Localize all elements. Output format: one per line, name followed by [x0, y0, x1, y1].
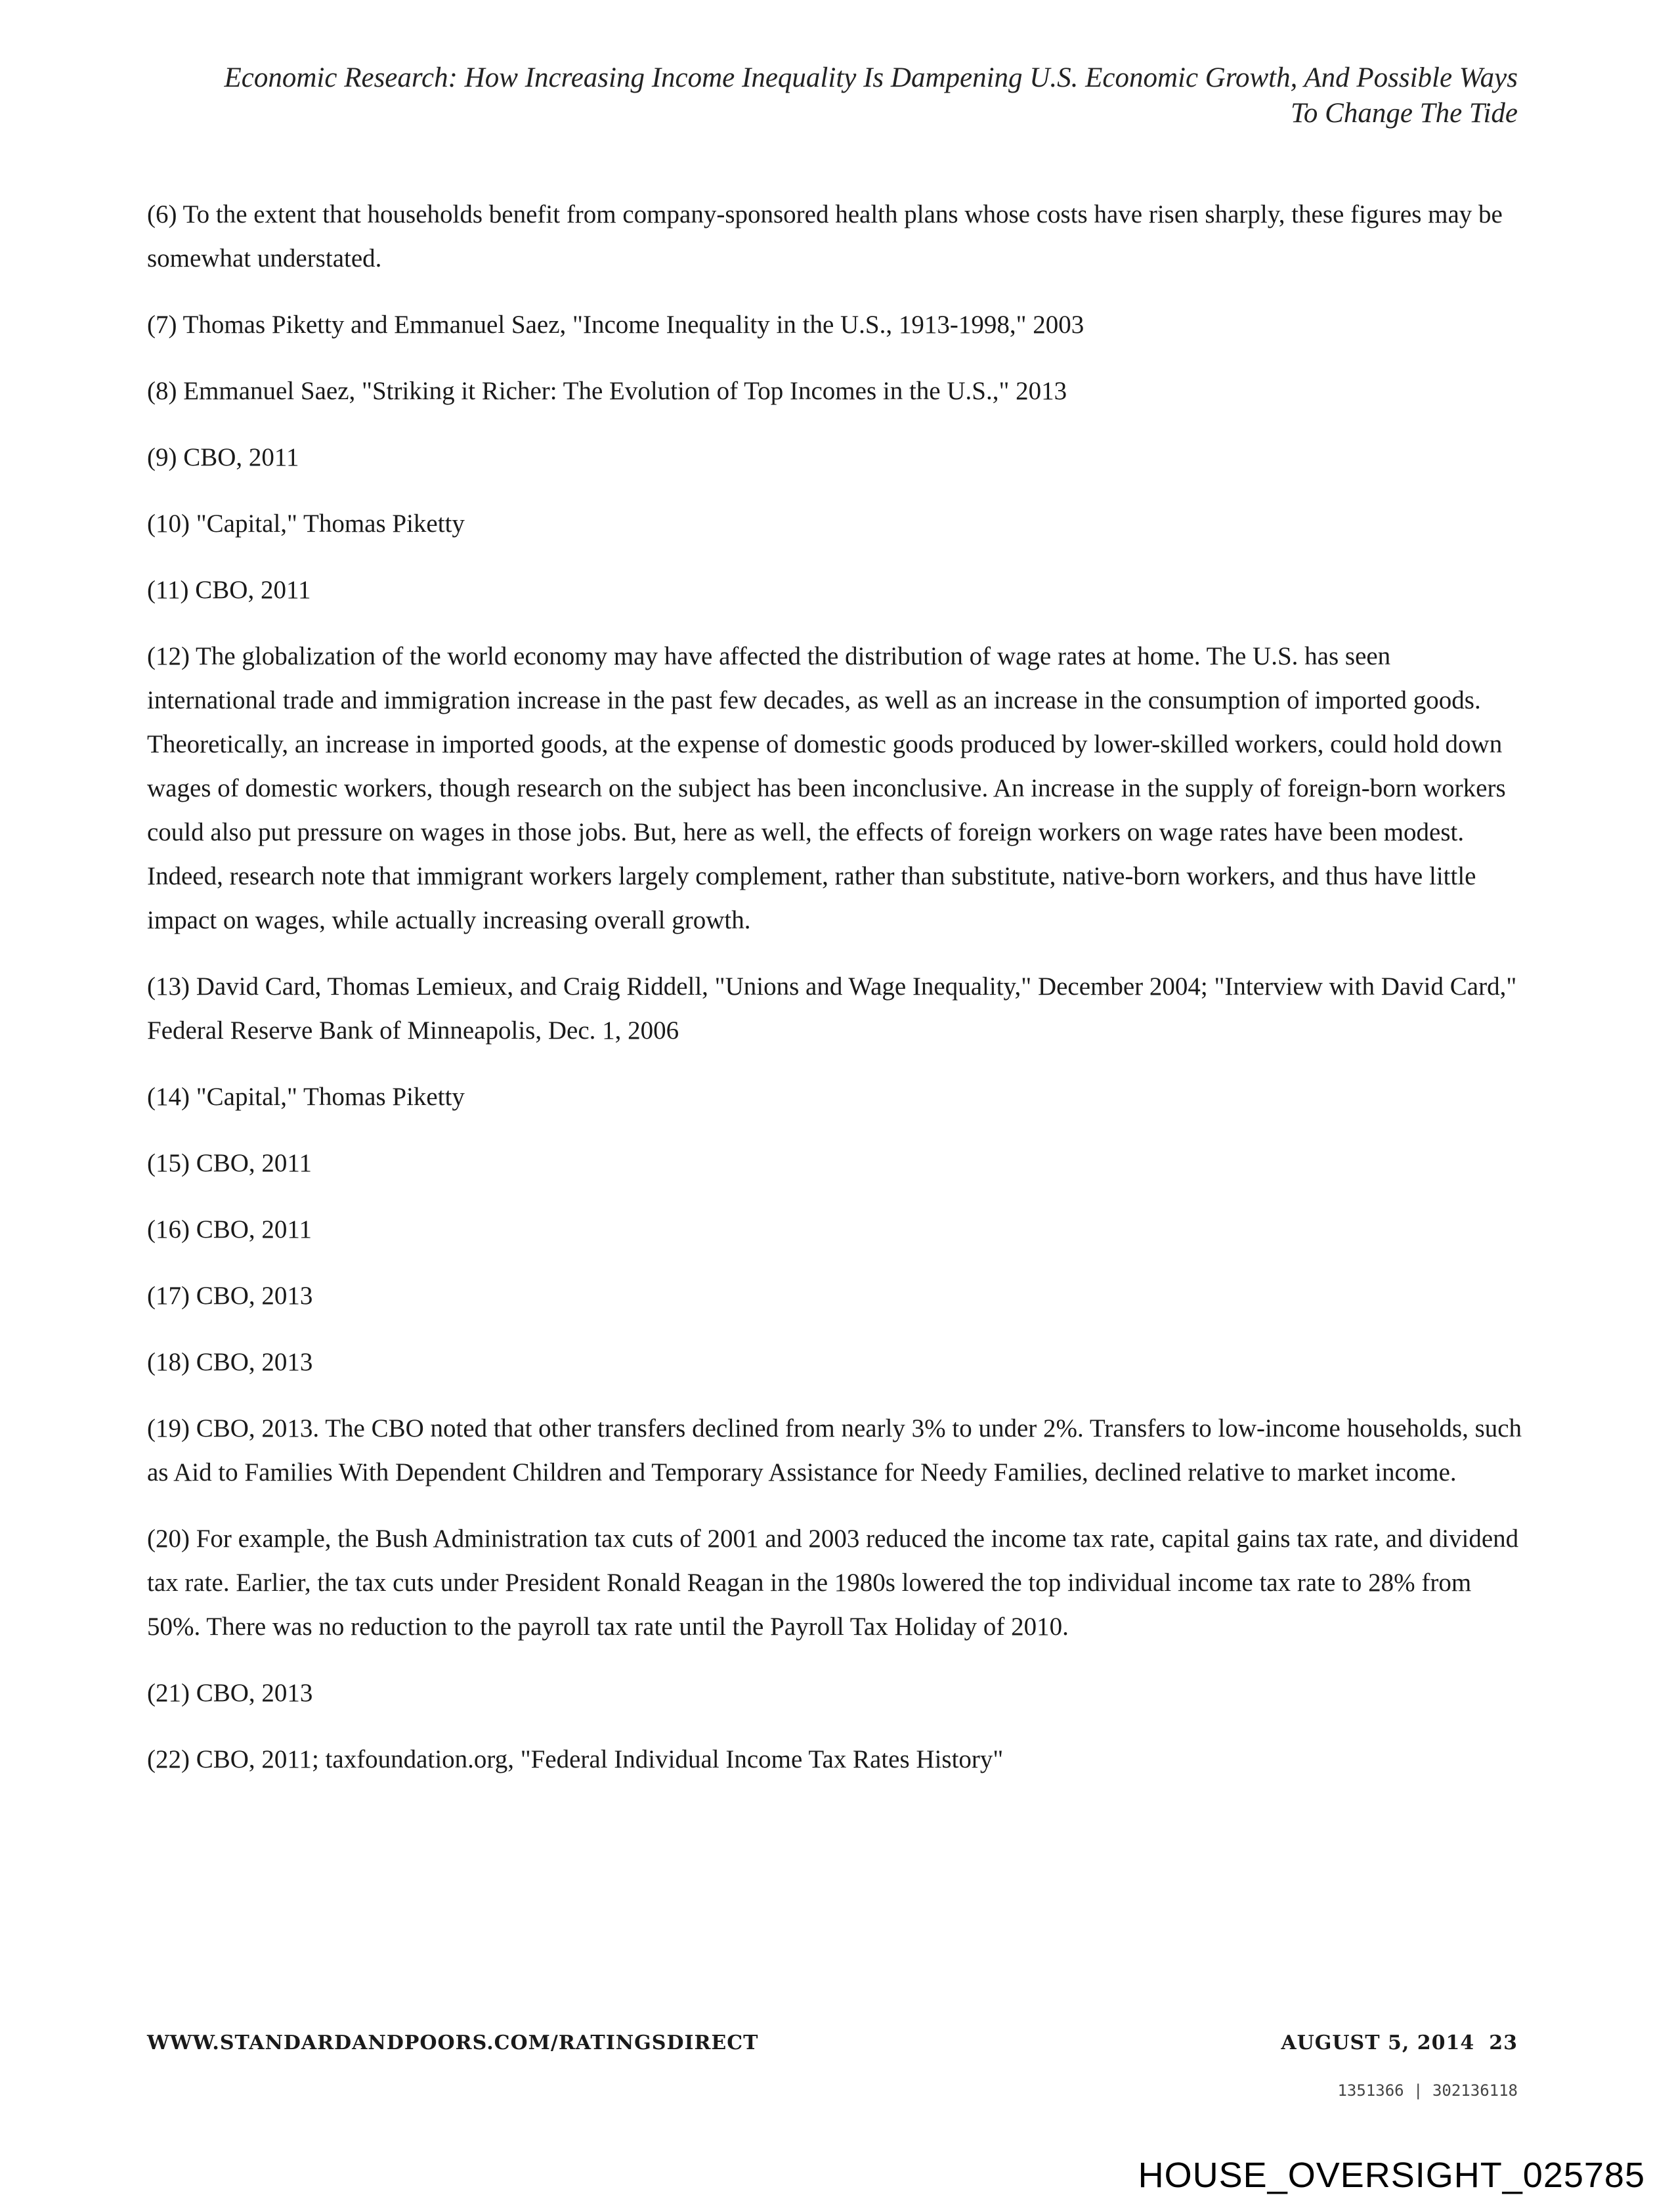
- bates-stamp: HOUSE_OVERSIGHT_025785: [1138, 2156, 1645, 2195]
- endnote-17: (17) CBO, 2013: [147, 1282, 313, 1310]
- footer-date: AUGUST 5, 2014: [1281, 2031, 1475, 2054]
- endnote-12: (12) The globalization of the world economy may have affected the distribution of wage rates at home. The U.S. has seen international trade and immigration increase in the past few decades, as well as an increase in the consumption of imported goods. Theoretically, an increase in imported goods, at the expense of domestic goods produced by lower-skilled workers, could hold down wages of domestic workers, though research on the subject has been inconclusive. An increase in the supply of foreign-born workers could also put pressure on wages in those jobs. But, here as well, the effects of foreign workers on wage rates have been modest. Indeed, research note that immigrant workers largely complement, rather than substitute, native-born workers, and thus have little impact on wages, while actually increasing overall growth.: [147, 642, 1506, 934]
- endnote-19: (19) CBO, 2013. The CBO noted that other transfers declined from nearly 3% to under 2%. Transfers to low-income households, such as Aid to Families With Dependent Children and Temporary Assistance for Needy Families, declined relative to market income.: [147, 1414, 1522, 1486]
- document-ids: 1351366 | 302136118: [1337, 2081, 1518, 2100]
- endnote-9: (9) CBO, 2011: [147, 443, 299, 471]
- endnote-11: (11) CBO, 2011: [147, 576, 311, 604]
- endnote-16: (16) CBO, 2011: [147, 1215, 312, 1244]
- endnote-6: (6) To the extent that households benefit from company-sponsored health plans whose costs have risen sharply, these figures may be somewhat understated.: [147, 200, 1503, 272]
- endnote-21: (21) CBO, 2013: [147, 1679, 313, 1707]
- endnotes-list: [147, 192, 1523, 1804]
- endnote-8: (8) Emmanuel Saez, "Striking it Richer: The Evolution of Top Incomes in the U.S.," 2013: [147, 377, 1067, 405]
- endnote-20: (20) For example, the Bush Administration tax cuts of 2001 and 2003 reduced the income tax rate, capital gains tax rate, and dividend tax rate. Earlier, the tax cuts under President Ronald Reagan in the 1980s lowered the top individual income tax rate to 28% from 50%. There was no reduction to the payroll tax rate until the Payroll Tax Holiday of 2010.: [147, 1525, 1519, 1641]
- endnote-14: (14) "Capital," Thomas Piketty: [147, 1083, 465, 1111]
- header-title-line-1: Economic Research: How Increasing Income Inequality Is Dampening U.S. Economic Growth, And Possible Ways: [224, 62, 1518, 93]
- footer-url: WWW.STANDARDANDPOORS.COM/RATINGSDIRECT: [147, 2031, 759, 2054]
- endnote-18: (18) CBO, 2013: [147, 1348, 313, 1376]
- endnote-22: (22) CBO, 2011; taxfoundation.org, "Federal Individual Income Tax Rates History": [147, 1745, 1004, 1773]
- endnote-10: (10) "Capital," Thomas Piketty: [147, 510, 465, 538]
- page-number: 23: [1489, 2031, 1518, 2054]
- header-title-line-2: To Change The Tide: [1290, 98, 1518, 129]
- footer-date-page: [1281, 2031, 1518, 2054]
- endnote-7: (7) Thomas Piketty and Emmanuel Saez, "Income Inequality in the U.S., 1913-1998," 2003: [147, 311, 1084, 339]
- endnote-13: (13) David Card, Thomas Lemieux, and Craig Riddell, "Unions and Wage Inequality," December 2004; "Interview with David Card," Federal Reserve Bank of Minneapolis, Dec. 1, 2006: [147, 972, 1517, 1045]
- running-header: [147, 60, 1518, 131]
- endnote-15: (15) CBO, 2011: [147, 1149, 312, 1177]
